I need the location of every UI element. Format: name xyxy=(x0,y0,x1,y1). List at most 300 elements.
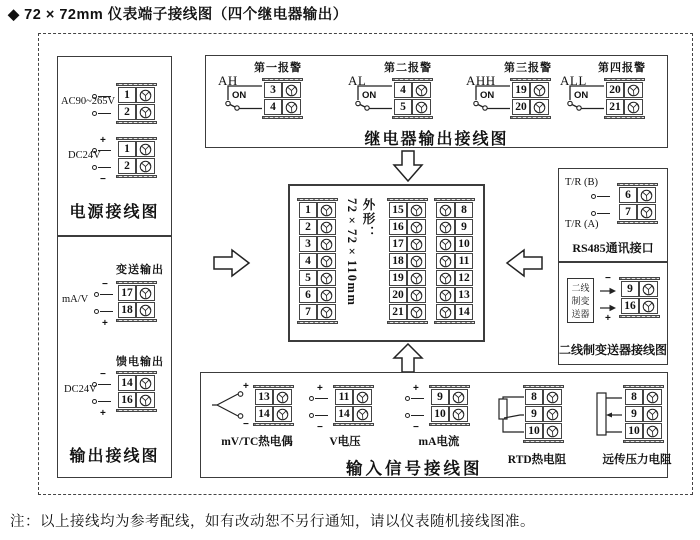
screw-terminal-icon xyxy=(136,141,155,157)
contact-dot-icon xyxy=(591,211,596,216)
terminal-cap xyxy=(253,423,294,426)
terminal-cap xyxy=(604,78,645,81)
terminal-row xyxy=(389,202,426,218)
alarm-label: 第三报警 xyxy=(504,62,552,74)
terminal-block-v xyxy=(335,385,372,426)
terminal-number: 4 xyxy=(394,82,412,98)
contact-dot-icon xyxy=(309,413,314,418)
device-text-line: 送器 xyxy=(571,309,590,320)
terminal-cap xyxy=(116,121,157,124)
screw-terminal-icon xyxy=(637,187,656,203)
terminal-row xyxy=(606,82,643,98)
terminal-row xyxy=(118,302,155,318)
terminal-block-dc xyxy=(118,137,155,178)
terminal-cap xyxy=(604,116,645,119)
terminal-cap xyxy=(434,198,475,201)
terminal-cap xyxy=(116,83,157,86)
terminal-row xyxy=(299,236,336,252)
terminal-cap xyxy=(392,116,433,119)
terminal-cap xyxy=(262,116,303,119)
terminal-cap xyxy=(617,183,658,186)
terminal-number: 17 xyxy=(389,236,407,252)
terminal-block-transmit xyxy=(118,281,155,322)
terminal-number: 16 xyxy=(621,298,639,314)
terminal-row xyxy=(512,99,549,115)
polarity-sign: + xyxy=(605,313,611,324)
relay-name: AL xyxy=(348,73,367,88)
terminal-block-relay4 xyxy=(606,78,643,119)
terminal-number: 11 xyxy=(335,389,353,405)
terminal-number: 4 xyxy=(299,253,317,269)
terminal-row xyxy=(335,389,372,405)
screw-terminal-icon xyxy=(317,202,336,218)
screw-terminal-icon xyxy=(136,302,155,318)
terminal-row xyxy=(118,158,155,174)
terminal-number: 10 xyxy=(431,406,449,422)
arrow-down-icon xyxy=(392,150,424,182)
terminal-row xyxy=(625,423,662,439)
screw-terminal-icon xyxy=(273,389,292,405)
terminal-number: 14 xyxy=(455,304,473,320)
terminal-row xyxy=(436,236,473,252)
relay-group-3 xyxy=(464,56,564,126)
wire-contact xyxy=(405,383,427,404)
terminal-row xyxy=(299,253,336,269)
terminal-number: 12 xyxy=(455,270,473,286)
terminal-number: 11 xyxy=(455,253,473,269)
terminal-row xyxy=(625,406,662,422)
alarm-label: 第一报警 xyxy=(254,62,302,74)
relay-name: AHH xyxy=(466,73,496,88)
wire-contact xyxy=(591,192,613,202)
terminal-row xyxy=(431,406,468,422)
terminal-row xyxy=(299,304,336,320)
contact-line xyxy=(597,213,610,214)
relay-group-2 xyxy=(346,56,446,126)
contact-line xyxy=(315,415,328,416)
terminal-row xyxy=(264,82,301,98)
terminal-number: 2 xyxy=(299,219,317,235)
screw-terminal-icon xyxy=(449,389,468,405)
polarity-sign: − xyxy=(413,422,419,433)
screw-terminal-icon xyxy=(136,158,155,174)
terminal-cap xyxy=(510,78,551,81)
screw-terminal-icon xyxy=(136,285,155,301)
terminal-number: 14 xyxy=(255,406,273,422)
terminal-block-ma xyxy=(431,385,468,426)
terminal-number: 3 xyxy=(299,236,317,252)
screw-terminal-icon xyxy=(624,82,643,98)
terminal-row xyxy=(299,202,336,218)
input-box-caption: 输入信号接线图 xyxy=(346,459,483,478)
terminal-cap xyxy=(623,440,664,443)
screw-terminal-icon xyxy=(643,423,662,439)
terminal-cap xyxy=(333,385,374,388)
polarity-sign: + xyxy=(100,135,106,146)
potentiometer-icon xyxy=(593,383,625,441)
screw-terminal-icon xyxy=(136,104,155,120)
polarity-sign: + xyxy=(317,383,323,394)
device-text-line: 二线 xyxy=(571,283,590,293)
contact-dot-icon xyxy=(94,292,99,297)
terminal-number: 8 xyxy=(455,202,473,218)
screw-terminal-icon xyxy=(407,287,426,303)
thermocouple-icon xyxy=(211,390,247,422)
polarity-sign: − xyxy=(100,369,106,380)
contact-line xyxy=(315,398,328,399)
input-signal-box xyxy=(200,372,672,478)
polarity-sign: + xyxy=(100,408,106,419)
arrow-up-icon xyxy=(392,343,424,373)
contact-line xyxy=(597,196,610,197)
terminal-row xyxy=(335,406,372,422)
terminal-cap xyxy=(510,116,551,119)
terminal-number: 20 xyxy=(512,99,530,115)
on-label: ON xyxy=(480,90,495,101)
terminal-cap xyxy=(262,78,303,81)
terminal-number: 9 xyxy=(525,406,543,422)
terminal-row xyxy=(436,304,473,320)
terminal-cap xyxy=(333,423,374,426)
power-box-caption: 电源接线图 xyxy=(69,204,160,221)
terminal-number: 14 xyxy=(335,406,353,422)
terminal-number: 21 xyxy=(606,99,624,115)
terminal-number: 13 xyxy=(255,389,273,405)
terminal-row xyxy=(299,287,336,303)
terminal-cap xyxy=(387,198,428,201)
terminal-number: 20 xyxy=(389,287,407,303)
contact-dot-icon xyxy=(405,413,410,418)
terminal-number: 16 xyxy=(118,392,136,408)
terminal-cap xyxy=(392,78,433,81)
transmitter-device-box xyxy=(567,278,594,323)
terminal-number: 1 xyxy=(118,87,136,103)
wire-arrow-icon xyxy=(599,303,617,313)
contact-dot-icon xyxy=(309,396,314,401)
screw-terminal-icon xyxy=(543,423,562,439)
input-group-pressure xyxy=(593,373,685,477)
arrow-right-icon xyxy=(213,248,251,278)
terminal-row xyxy=(299,270,336,286)
terminal-cap xyxy=(387,321,428,324)
terminal-block-relay2 xyxy=(394,78,431,119)
screw-terminal-icon xyxy=(436,219,455,235)
terminal-number: 10 xyxy=(625,423,643,439)
rs485-caption: RS485通讯接口 xyxy=(572,241,654,255)
terminal-cap xyxy=(523,440,564,443)
device-text-line: 制变 xyxy=(571,296,590,307)
terminal-cap xyxy=(623,385,664,388)
terminal-row xyxy=(621,298,658,314)
contact-line xyxy=(100,311,113,312)
terminal-row xyxy=(118,392,155,408)
screw-terminal-icon xyxy=(282,99,301,115)
relay-name: ALL xyxy=(560,73,587,88)
dc-supply-label: DC24V xyxy=(68,150,101,161)
relay-group-4 xyxy=(558,56,658,126)
terminal-column-middle xyxy=(389,198,426,324)
screw-terminal-icon xyxy=(317,287,336,303)
terminal-number: 15 xyxy=(389,202,407,218)
terminal-number: 20 xyxy=(606,82,624,98)
polarity-sign: + xyxy=(413,383,419,394)
terminal-row xyxy=(525,423,562,439)
screw-terminal-icon xyxy=(436,287,455,303)
screw-terminal-icon xyxy=(436,202,455,218)
terminal-row xyxy=(431,389,468,405)
terminal-number: 8 xyxy=(625,389,643,405)
v-label: V电压 xyxy=(329,436,361,448)
terminal-row xyxy=(389,304,426,320)
terminal-row xyxy=(394,99,431,115)
terminal-row xyxy=(625,389,662,405)
polarity-sign: − xyxy=(243,419,249,430)
terminal-number: 14 xyxy=(118,375,136,391)
terminal-column-left xyxy=(299,198,336,324)
relay-box-caption: 继电器输出接线图 xyxy=(364,131,509,148)
contact-line xyxy=(98,401,111,402)
contact-line xyxy=(100,294,113,295)
screw-terminal-icon xyxy=(317,270,336,286)
terminal-row xyxy=(606,99,643,115)
screw-terminal-icon xyxy=(637,204,656,220)
terminal-row xyxy=(436,219,473,235)
screw-terminal-icon xyxy=(407,236,426,252)
transmit-output-header: 变送输出 xyxy=(116,264,164,276)
terminal-block-ac xyxy=(118,83,155,124)
terminal-row xyxy=(389,270,426,286)
screw-terminal-icon xyxy=(136,87,155,103)
terminal-cap xyxy=(116,371,157,374)
screw-terminal-icon xyxy=(643,389,662,405)
on-label: ON xyxy=(362,90,377,101)
screw-terminal-icon xyxy=(317,219,336,235)
wire-contact xyxy=(92,397,114,419)
output-box-caption: 输出接线图 xyxy=(69,448,160,465)
screw-terminal-icon xyxy=(530,82,549,98)
terminal-cap xyxy=(523,385,564,388)
polarity-sign: − xyxy=(605,273,611,284)
screw-terminal-icon xyxy=(317,236,336,252)
screw-terminal-icon xyxy=(136,392,155,408)
screw-terminal-icon xyxy=(436,253,455,269)
terminal-cap xyxy=(619,277,660,280)
terminal-row xyxy=(619,204,656,220)
screw-terminal-icon xyxy=(317,304,336,320)
contact-line xyxy=(98,113,111,114)
terminal-number: 1 xyxy=(299,202,317,218)
terminal-number: 9 xyxy=(621,281,639,297)
input-group-rtd xyxy=(497,373,581,477)
screw-terminal-icon xyxy=(624,99,643,115)
terminal-number: 9 xyxy=(431,389,449,405)
terminal-number: 1 xyxy=(118,141,136,157)
meter-terminal-block xyxy=(288,184,485,342)
tc-label: mV/TC热电偶 xyxy=(221,436,293,448)
screw-terminal-icon xyxy=(543,406,562,422)
alarm-label: 第二报警 xyxy=(384,62,432,74)
pressure-label: 远传压力电阻 xyxy=(602,454,672,466)
terminal-row xyxy=(512,82,549,98)
rtd-label: RTD热电阻 xyxy=(507,454,567,466)
terminal-number: 19 xyxy=(512,82,530,98)
terminal-number: 2 xyxy=(118,158,136,174)
terminal-number: 10 xyxy=(455,236,473,252)
terminal-number: 6 xyxy=(299,287,317,303)
terminal-row xyxy=(436,287,473,303)
contact-line xyxy=(411,398,424,399)
screw-terminal-icon xyxy=(412,82,431,98)
terminal-row xyxy=(299,219,336,235)
screw-terminal-icon xyxy=(282,82,301,98)
rtd-resistor-icon xyxy=(497,385,525,437)
terminal-row xyxy=(436,202,473,218)
terminal-row xyxy=(389,236,426,252)
terminal-number: 10 xyxy=(525,423,543,439)
terminal-cap xyxy=(116,137,157,140)
terminal-cap xyxy=(434,321,475,324)
terminal-number: 4 xyxy=(264,99,282,115)
terminal-block-relay3 xyxy=(512,78,549,119)
input-group-thermocouple xyxy=(209,373,309,473)
terminal-block-pressure xyxy=(625,385,662,443)
terminal-row xyxy=(389,287,426,303)
terminal-cap xyxy=(253,385,294,388)
relay-name: AH xyxy=(218,73,238,88)
contact-dot-icon xyxy=(591,194,596,199)
transmitter-box xyxy=(558,262,668,365)
wire-contact xyxy=(94,307,116,329)
terminal-number: 6 xyxy=(619,187,637,203)
terminal-row xyxy=(389,219,426,235)
terminal-number: 5 xyxy=(394,99,412,115)
terminal-row xyxy=(255,389,292,405)
terminal-row xyxy=(525,389,562,405)
screw-terminal-icon xyxy=(407,202,426,218)
terminal-number: 8 xyxy=(525,389,543,405)
terminal-row xyxy=(255,406,292,422)
screw-terminal-icon xyxy=(530,99,549,115)
transmitter-caption: 二线制变送器接线图 xyxy=(559,343,668,357)
polarity-sign: − xyxy=(102,279,108,290)
screw-terminal-icon xyxy=(449,406,468,422)
terminal-cap xyxy=(297,198,338,201)
screw-terminal-icon xyxy=(273,406,292,422)
terminal-block-rtd xyxy=(525,385,562,443)
arrow-left-icon xyxy=(505,248,543,278)
dimension-text: 外形：72×72×110mm xyxy=(345,198,375,307)
terminal-number: 21 xyxy=(389,304,407,320)
terminal-block-tc xyxy=(255,385,292,426)
terminal-row xyxy=(389,253,426,269)
screw-terminal-icon xyxy=(412,99,431,115)
terminal-cap xyxy=(116,175,157,178)
terminal-row xyxy=(394,82,431,98)
screw-terminal-icon xyxy=(407,219,426,235)
alarm-label: 第四报警 xyxy=(598,62,646,74)
terminal-number: 18 xyxy=(118,302,136,318)
page-title: ◆ 72 × 72mm 仪表端子接线图（四个继电器输出） xyxy=(8,7,348,23)
contact-dot-icon xyxy=(94,309,99,314)
screw-terminal-icon xyxy=(407,270,426,286)
power-wiring-box xyxy=(57,56,172,236)
terminal-block-rs485 xyxy=(619,183,656,224)
terminal-number: 7 xyxy=(299,304,317,320)
terminal-row xyxy=(118,285,155,301)
terminal-cap xyxy=(116,319,157,322)
screw-terminal-icon xyxy=(436,304,455,320)
terminal-cap xyxy=(116,281,157,284)
wire-contact xyxy=(94,279,116,300)
ac-supply-label: AC90~265V xyxy=(61,96,116,107)
terminal-row xyxy=(436,270,473,286)
terminal-row xyxy=(525,406,562,422)
relay-output-box xyxy=(205,55,668,148)
terminal-row xyxy=(619,187,656,203)
terminal-cap xyxy=(429,385,470,388)
terminal-row xyxy=(264,99,301,115)
screw-terminal-icon xyxy=(643,406,662,422)
feed-output-header: 馈电输出 xyxy=(116,356,164,368)
terminal-number: 5 xyxy=(299,270,317,286)
terminal-block-feed xyxy=(118,371,155,412)
wire-arrow-icon xyxy=(599,286,617,296)
wire-contact xyxy=(309,411,331,433)
screw-terminal-icon xyxy=(353,406,372,422)
terminal-number: 9 xyxy=(625,406,643,422)
tr-b-label: T/R (B) xyxy=(565,177,598,188)
terminal-number: 17 xyxy=(118,285,136,301)
contact-line xyxy=(98,167,111,168)
terminal-row xyxy=(621,281,658,297)
terminal-number: 2 xyxy=(118,104,136,120)
screw-terminal-icon xyxy=(639,281,658,297)
contact-line xyxy=(98,384,111,385)
terminal-number: 19 xyxy=(389,270,407,286)
screw-terminal-icon xyxy=(407,253,426,269)
terminal-number: 9 xyxy=(455,219,473,235)
polarity-sign: + xyxy=(102,318,108,329)
terminal-cap xyxy=(619,315,660,318)
terminal-block-transmitter xyxy=(621,277,658,318)
footer-note: 注：以上接线均为参考配线，如有改动恕不另行通知，请以仪表随机接线图准。 xyxy=(10,514,535,530)
screw-terminal-icon xyxy=(353,389,372,405)
terminal-row xyxy=(118,104,155,120)
contact-dot-icon xyxy=(92,165,97,170)
terminal-row xyxy=(118,141,155,157)
terminal-number: 7 xyxy=(619,204,637,220)
polarity-sign: − xyxy=(317,422,323,433)
feed-output-type-label: DC24V xyxy=(64,384,97,395)
transmit-output-type-label: mA/V xyxy=(62,294,89,305)
on-label: ON xyxy=(232,90,247,101)
screw-terminal-icon xyxy=(136,375,155,391)
screw-terminal-icon xyxy=(639,298,658,314)
screw-terminal-icon xyxy=(317,253,336,269)
terminal-cap xyxy=(429,423,470,426)
screw-terminal-icon xyxy=(407,304,426,320)
terminal-row xyxy=(436,253,473,269)
terminal-column-right xyxy=(436,198,473,324)
terminal-number: 13 xyxy=(455,287,473,303)
terminal-number: 16 xyxy=(389,219,407,235)
relay-group-1 xyxy=(216,56,316,126)
contact-dot-icon xyxy=(92,111,97,116)
ma-label: mA电流 xyxy=(418,436,460,448)
terminal-block-relay1 xyxy=(264,78,301,119)
wire-contact xyxy=(309,383,331,404)
rs485-box xyxy=(558,168,668,262)
